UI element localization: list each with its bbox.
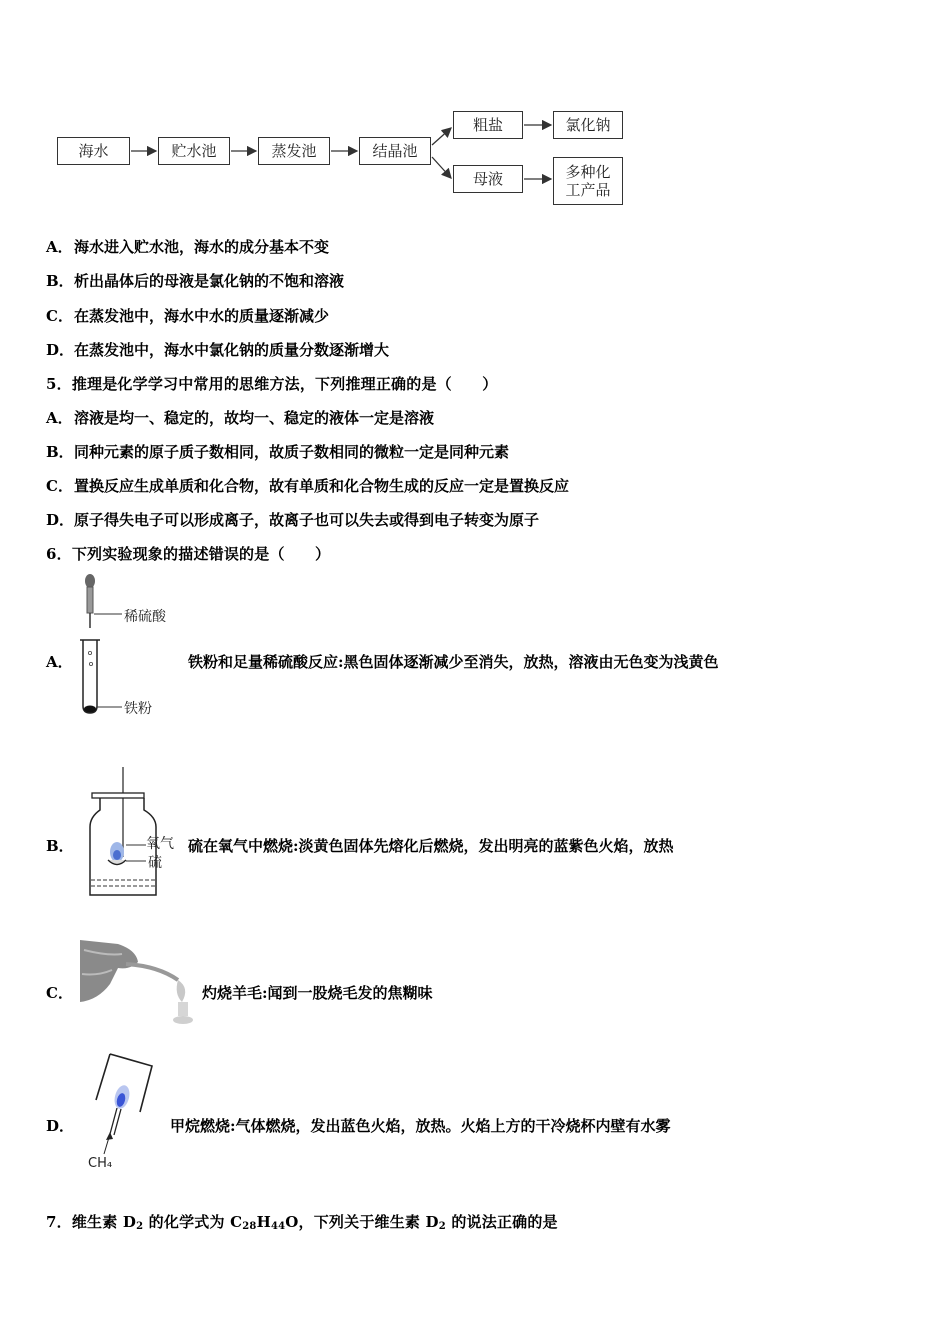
option-text: 硫在氧气中燃烧:淡黄色固体先熔化后燃烧，发出明亮的蓝紫色火焰，放热 (188, 837, 674, 855)
flow-box-reservoir: 贮水池 (158, 137, 230, 165)
q7-suffix: 的说法正确的是 (445, 1213, 558, 1231)
q7-mid1: 的化学式为 C (143, 1213, 243, 1231)
option-letter: C． (46, 307, 73, 325)
option-letter: D． (46, 1117, 75, 1135)
option-text: 同种元素的原子质子数相同，故质子数相同的微粒一定是同种元素 (74, 443, 510, 461)
flow-box-evaporation: 蒸发池 (258, 137, 330, 165)
flow-box-crude-salt: 粗盐 (453, 111, 523, 139)
flow-box-crystallization: 结晶池 (359, 137, 431, 165)
option-text: 析出晶体后的母液是氯化钠的不饱和溶液 (74, 272, 345, 290)
q7-sub4: 2 (438, 1221, 446, 1232)
q7-sub2: 28 (242, 1221, 257, 1232)
option-text: 灼烧羊毛:闻到一股烧毛发的焦糊味 (202, 984, 433, 1002)
q7-stem (46, 1211, 558, 1232)
label-dilute-acid: 稀硫酸 (124, 609, 166, 625)
option-text: 海水进入贮水池，海水的成分基本不变 (74, 238, 330, 256)
option-text: 铁粉和足量稀硫酸反应:黑色固体逐渐减少至消失，放热，溶液由无色变为浅黄色 (188, 653, 719, 671)
option-text: 在蒸发池中，海水中氯化钠的质量分数逐渐增大 (74, 341, 390, 359)
q6-stem: 6．下列实验现象的描述错误的是（ ） (46, 545, 331, 563)
option-letter: B． (46, 272, 74, 290)
q7-mid3: O，下列关于维生素 D (285, 1213, 439, 1231)
flow-arrows (0, 100, 640, 210)
option-text: 甲烷燃烧:气体燃烧，发出蓝色火焰，放热。火焰上方的干冷烧杯内壁有水雾 (170, 1117, 671, 1135)
option-letter: B． (46, 443, 74, 461)
option-text: 在蒸发池中，海水中水的质量逐渐减少 (74, 307, 330, 325)
option-letter: A． (46, 409, 73, 427)
label-sulfur: 硫 (148, 855, 162, 871)
option-text: 置换反应生成单质和化合物，故有单质和化合物生成的反应一定是置换反应 (74, 477, 570, 495)
flow-box-mother-liquor: 母液 (453, 165, 523, 193)
option-letter: A． (46, 653, 73, 671)
q7-sub3: 44 (270, 1221, 286, 1232)
q7-sub1: 2 (136, 1221, 144, 1232)
option-letter: C． (46, 984, 73, 1002)
flow-box-sodium-chloride: 氯化钠 (553, 111, 623, 139)
label-iron-powder: 铁粉 (124, 701, 152, 717)
flow-box-seawater: 海水 (57, 137, 130, 165)
option-letter: D． (46, 511, 75, 529)
methane-beaker-figure (86, 1050, 166, 1160)
label-oxygen: 氧气 (146, 836, 174, 852)
label-ch4: CH₄ (88, 1156, 113, 1171)
option-text: 溶液是均一、稳定的，故均一、稳定的液体一定是溶液 (74, 409, 435, 427)
burning-wool-figure (78, 940, 198, 1030)
option-letter: A． (46, 238, 73, 256)
option-letter: D． (46, 341, 75, 359)
option-letter: C． (46, 477, 73, 495)
q7-prefix: 7．维生素 D (46, 1213, 137, 1231)
q5-stem: 5．推理是化学学习中常用的思维方法，下列推理正确的是（ ） (46, 375, 498, 393)
q7-mid2: H (256, 1213, 271, 1231)
option-text: 原子得失电子可以形成离子，故离子也可以失去或得到电子转变为原子 (74, 511, 540, 529)
products-line1: 多种化 (565, 163, 611, 181)
products-line2: 工产品 (565, 181, 611, 199)
option-letter: B． (46, 837, 74, 855)
